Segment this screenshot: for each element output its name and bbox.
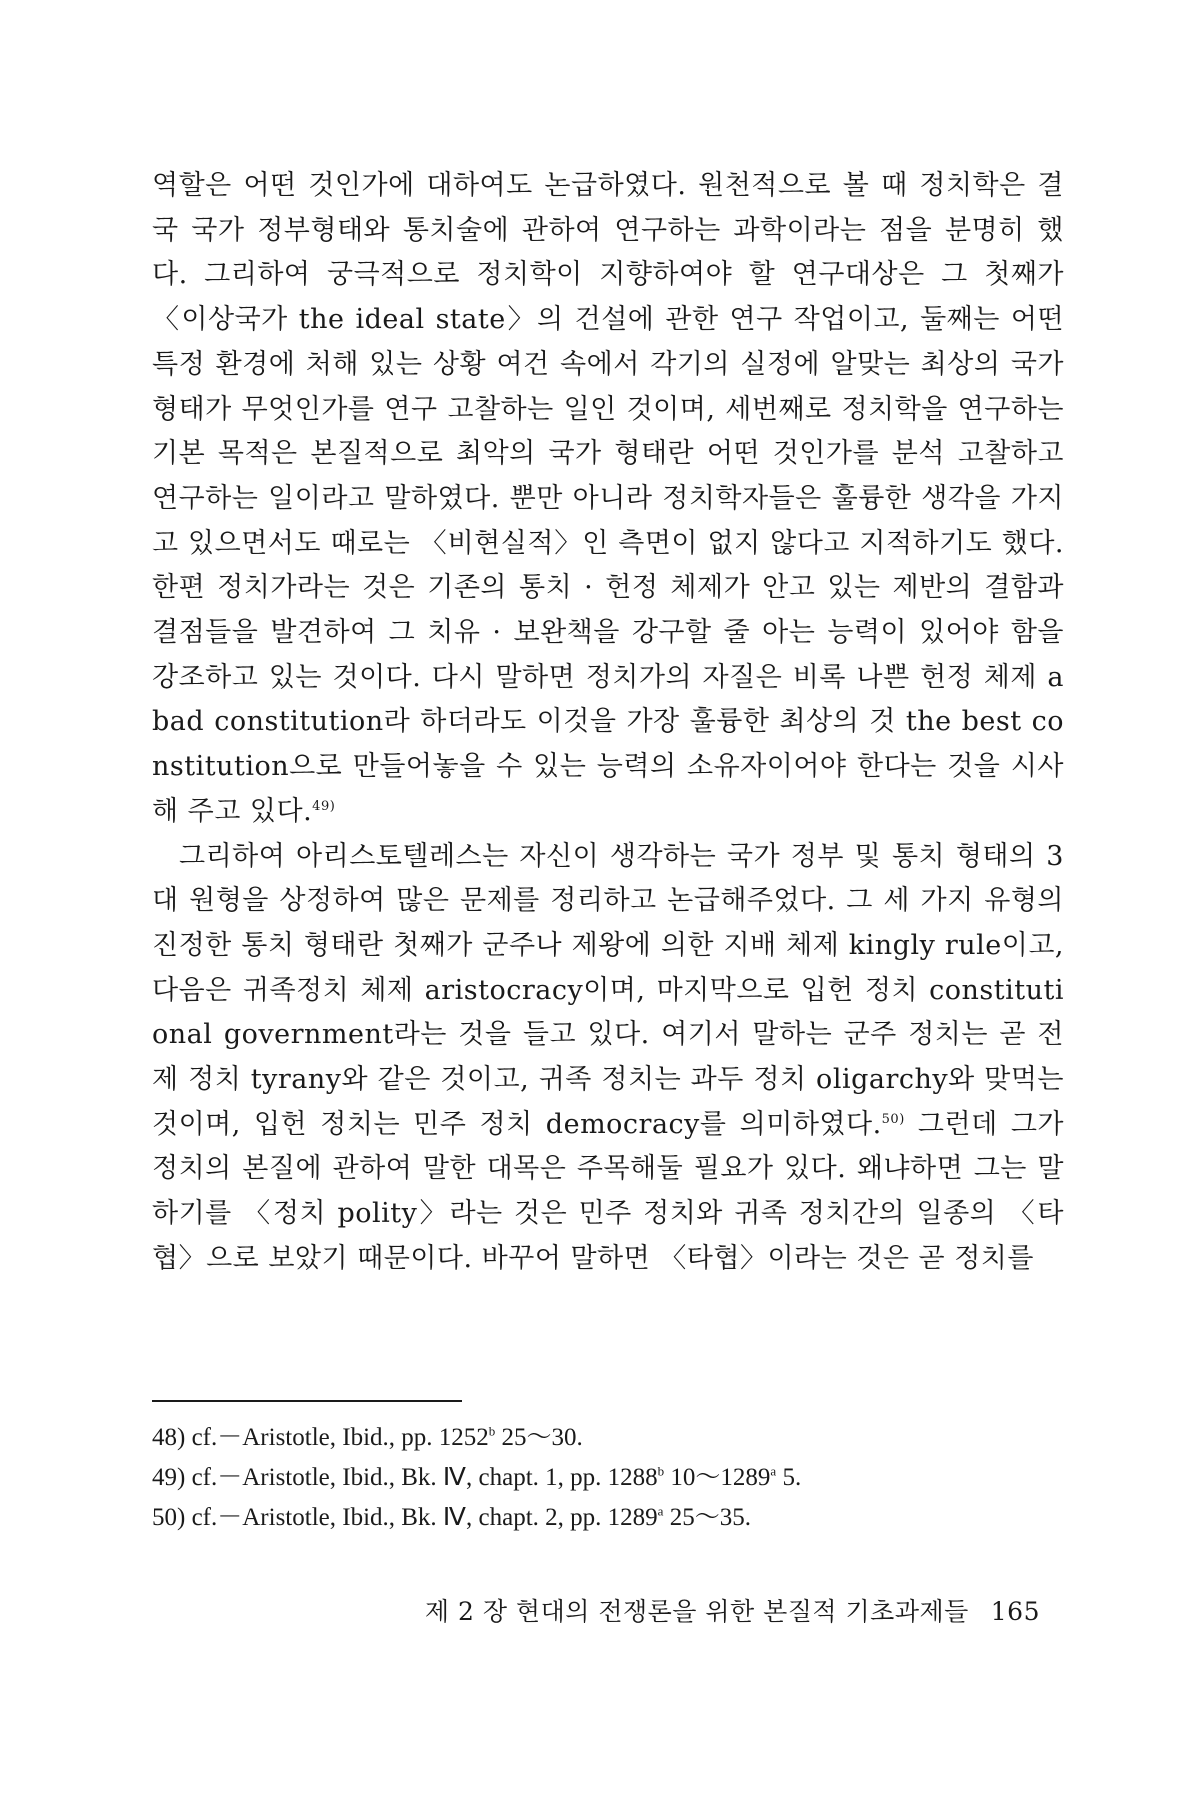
footnote-text: cf.－Aristotle, Ibid., Bk. Ⅳ, chapt. 2, pp. 1289 — [191, 1504, 658, 1531]
footnote-text: 5. — [776, 1464, 802, 1491]
footnote-number: 48) — [152, 1424, 186, 1451]
footnote-superscript: a — [657, 1503, 664, 1519]
footnote-divider — [152, 1400, 462, 1402]
footnote-text: 25～30. — [495, 1424, 583, 1451]
footnote-number: 50) — [152, 1504, 186, 1531]
footnote-48 — [152, 1418, 1032, 1458]
footnote-superscript: b — [657, 1463, 665, 1479]
footnote-ref-50[interactable]: 50) — [881, 1111, 905, 1127]
footnote-text: cf.－Aristotle, Ibid., pp. 1252 — [191, 1424, 489, 1451]
footnote-number: 49) — [152, 1464, 186, 1491]
footnote-text: cf.－Aristotle, Ibid., Bk. Ⅳ, chapt. 1, pp. 1288 — [191, 1464, 658, 1491]
chapter-title: 제 2 장 현대의 전쟁론을 위한 본질적 기초과제들 — [424, 1597, 969, 1626]
paragraph-2 — [152, 835, 1064, 1282]
paragraph-1 — [152, 164, 1064, 835]
footnote-text: 10～1289 — [664, 1464, 771, 1491]
body-text — [152, 164, 1064, 1282]
paragraph-text: 그런데 그가 정치의 본질에 관하여 말한 대목은 주목해둘 필요가 있다. 왜냐하면 그는 말하기를 〈정치 polity〉라는 것은 민주 정치와 귀족 정치간의 일종의 〈타협〉으로 보았기 때문이다. 바꾸어 말하면 〈타협〉이라는 것은 곧 정치를 — [152, 1108, 1064, 1274]
page-number: 165 — [990, 1597, 1040, 1626]
paragraph-text: 역할은 어떤 것인가에 대하여도 논급하였다. 원천적으로 볼 때 정치학은 결국 국가 정부형태와 통치술에 관하여 연구하는 과학이라는 점을 분명히 했다. 그리하여 궁극적으로 정치학이 지향하여야 할 연구대상은 그 첫째가 〈이상국가 the ideal state〉의 건설에 관한 연구 작업이고, 둘째는 어떤 특정 환경에 처해 있는 상황 여건 속에서 각기의 실정에 알맞는 최상의 국가 형태가 무엇인가를 연구 고찰하는 일인 것이며, 세번째로 정치학을 연구하는 기본 목적은 본질적으로 최악의 국가 형태란 어떤 것인가를 분석 고찰하고 연구하는 일이라고 말하였다. 뿐만 아니라 정치학자들은 훌륭한 생각을 가지고 있으면서도 때로는 〈비현실적〉인 측면이 없지 않다고 지적하기도 했다. 한편 정치가라는 것은 기존의 통치 · 헌정 체제가 안고 있는 제반의 결함과 결점들을 발견하여 그 치유 · 보완책을 강구할 줄 아는 능력이 있어야 함을 강조하고 있는 것이다. 다시 말하면 정치가의 자질은 비록 나쁜 헌정 체제 a bad constitution라 하더라도 이것을 가장 훌륭한 최상의 것 the best constitution으로 만들어놓을 수 있는 능력의 소유자이어야 한다는 것을 시사해 주고 있다. — [152, 170, 1064, 827]
footnote-superscript: a — [770, 1463, 777, 1479]
footnote-text: 25～35. — [663, 1504, 751, 1531]
running-footer — [400, 1592, 1040, 1628]
paragraph-text: 그리하여 아리스토텔레스는 자신이 생각하는 국가 정부 및 통치 형태의 3대 원형을 상정하여 많은 문제를 정리하고 논급해주었다. 그 세 가지 유형의 진정한 통치 형태란 첫째가 군주나 제왕에 의한 지배 체제 kingly rule이고, 다음은 귀족정치 체제 aristocracy이며, 마지막으로 입헌 정치 constitutional government라는 것을 들고 있다. 여기서 말하는 군주 정치는 곧 전제 정치 tyrany와 같은 것이고, 귀족 정치는 과두 정치 oligarchy와 맞먹는 것이며, 입헌 정치는 민주 정치 democracy를 의미하였다. — [152, 840, 1064, 1140]
footnote-ref-49[interactable]: 49) — [312, 798, 336, 814]
footnote-50 — [152, 1498, 1032, 1538]
footnote-superscript: b — [488, 1423, 496, 1439]
footnote-49 — [152, 1458, 1032, 1498]
footnotes — [152, 1418, 1032, 1538]
